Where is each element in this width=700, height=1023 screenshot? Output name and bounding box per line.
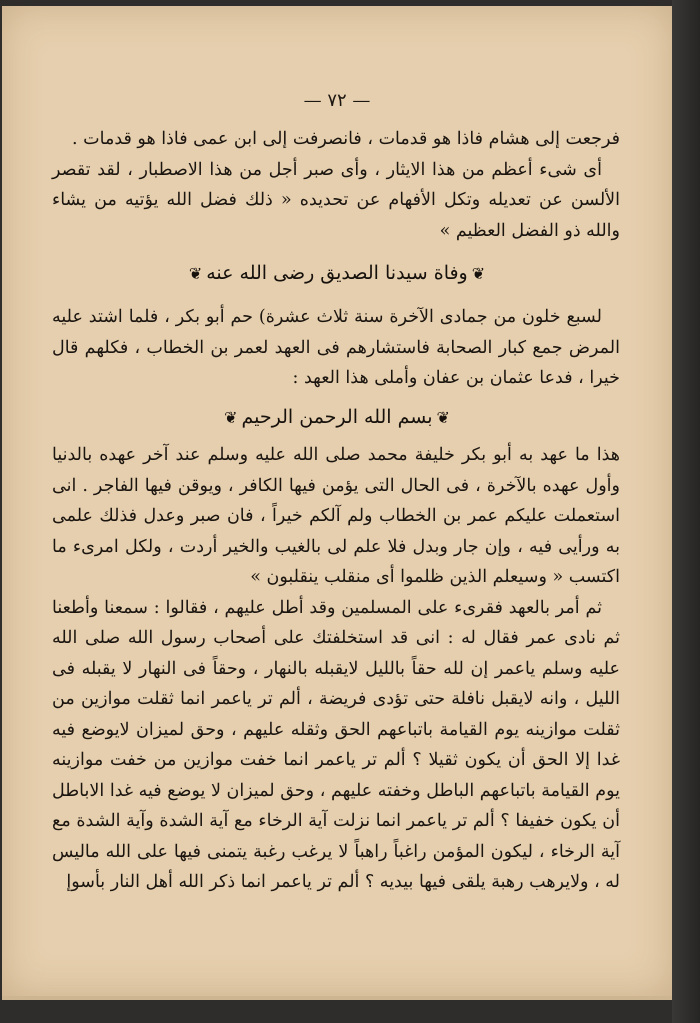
ornament-icon: ❦: [188, 264, 203, 283]
page-number: — ٧٢ —: [303, 90, 371, 111]
basmala-text: بسم الله الرحمن الرحيم: [241, 406, 433, 428]
paragraph-3-text: لسبع خلون من جمادى الآخرة سنة ثلاث عشرة) حم أبو بكر ، فلما اشتد عليه المرض جمع كبار الصحابة فاستشارهم فى العهد لعمر بن الخطاب ، فكلهم قال خيرا ، فدعا عثمان بن عفان وأملى هذا العهد :: [52, 307, 620, 388]
ornament-icon: ❦: [471, 264, 486, 283]
ornament-icon: ❦: [224, 408, 238, 427]
paragraph-4: [52, 440, 620, 898]
paragraph-1-text: فرجعت إلى هشام فاذا هو قدمات ، فانصرفت إلى ابن عمى فاذا هو قدمات .: [72, 129, 620, 149]
book-page: [2, 6, 672, 1000]
paragraph-1: [52, 124, 620, 246]
paragraph-5-text: ثم أمر بالعهد فقرىء على المسلمين وقد أطل عليهم ، فقالوا : سمعنا وأطعنا ثم نادى عمر فقال له : انى قد استخلفتك على أصحاب رسول الله صلى الله عليه وسلم ياعمر إن لله حقاً بالليل لايقبله بالنهار ، وحقاً فى النهار لا يقبله فى الليل ، وانه لايقبل نافلة حتى تؤدى فريضة ، ألم تر ياعمر انما ثقلت موازين من ثقلت موازينه يوم القيامة باتباعهم الحق وثقله عليهم ، وحق لميزان لايوضع فيه غدا إلا الحق أن يكون ثقيلا ؟ ألم تر ياعمر انما خفت موازين من خفت موازينه يوم القيامة باتباعهم الباطل وخفته عليهم ، وحق لميزان لا يوضع فيه غدا الاباطل أن يكون خفيفا ؟ ألم تر ياعمر انما نزلت آية الرخاء مع آية الشدة وآية الشدة مع آية الرخاء ، ليكون المؤمن راغباً راهباً لا يرغب رغبة يتمنى فيها على الله ماليس له ، ولايرهب رهبة يلقى فيها بيديه ؟ ألم تر ياعمر انما ذكر الله أهل النار بأسوإ: [52, 597, 620, 892]
paragraph-4-text: هذا ما عهد به أبو بكر خليفة محمد صلى الله عليه وسلم عند آخر عهده بالدنيا وأول عهده بالآخرة ، فى الحال التى يؤمن فيها الكافر ، ويوقن فيها الفاجر . انى استعملت عليكم عمر بن الخطاب ولم آلكم خيراً ، فان صبر وعدل فذلك علمى به ورأيى فيه ، وإن جار وبدل فلا علم لى بالغيب والخير أردت ، ولكل امرىء ما اكتسب « وسيعلم الذين ظلموا أى منقلب ينقلبون »: [52, 445, 620, 587]
paragraph-3: [52, 302, 620, 394]
section-heading-text: وفاة سيدنا الصديق رضى الله عنه: [206, 262, 468, 284]
paragraph-2-text: أى شىء أعظم من هذا الايثار ، وأى صبر أجل من هذا الاصطبار ، لقد تقصر الألسن عن تعديله وتكل الأفهام عن تحديده « ذلك فضل الله يؤتيه من يشاء والله ذو الفضل العظيم »: [52, 159, 620, 241]
section-heading-death: [2, 262, 672, 284]
ornament-icon: ❦: [436, 408, 450, 427]
basmala-heading: [2, 406, 672, 428]
book-edge: [672, 0, 700, 1023]
